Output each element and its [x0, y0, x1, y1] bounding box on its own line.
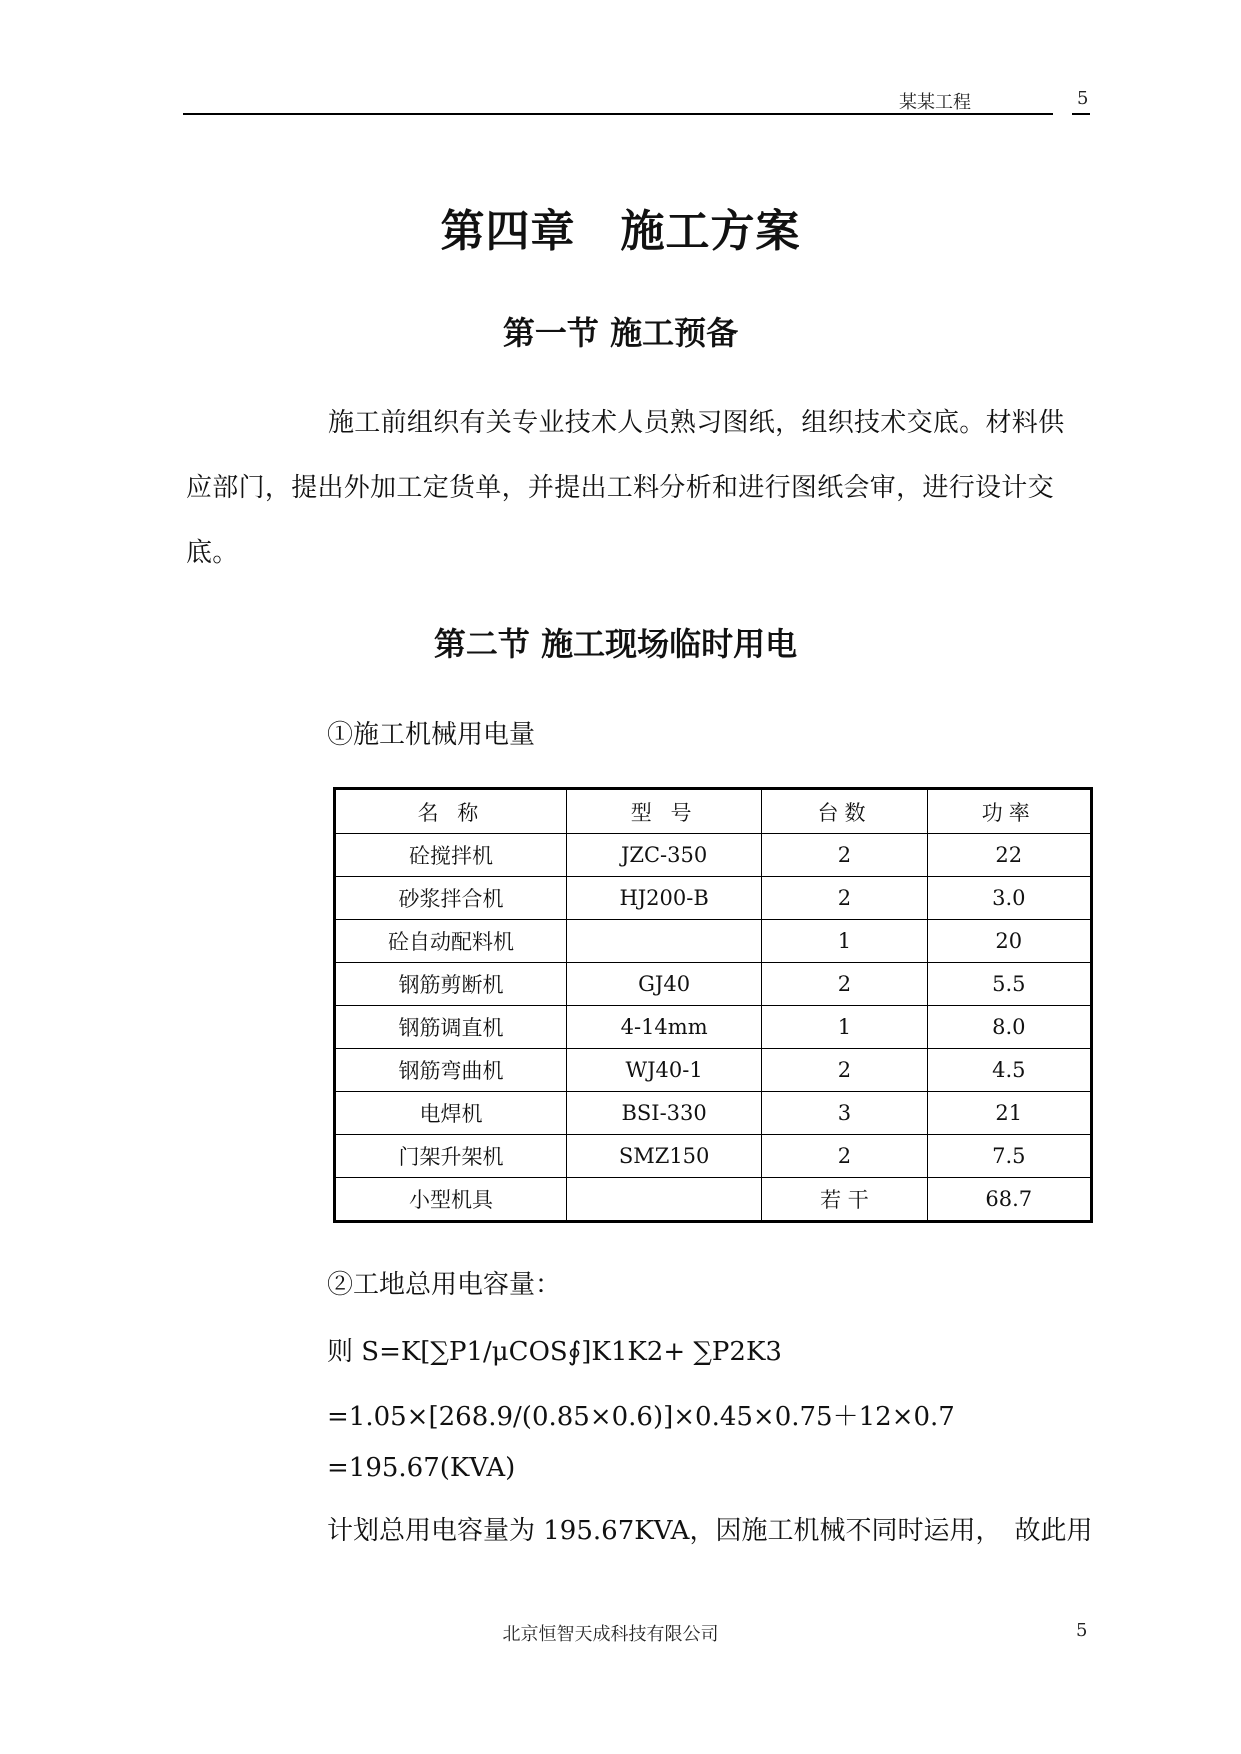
cell-model: SMZ150 [566, 1135, 761, 1178]
header-page-number: 5 [1077, 88, 1089, 109]
cell-power: 3.0 [927, 877, 1091, 920]
formula-line-3: =195.67(KVA) [327, 1453, 516, 1483]
cell-count: 2 [762, 834, 927, 877]
table-row [335, 1092, 1092, 1135]
cell-model [566, 920, 761, 963]
cell-power: 8.0 [927, 1006, 1091, 1049]
cell-power: 68.7 [927, 1178, 1091, 1222]
header-rule-right [1072, 113, 1090, 115]
cell-name: 电焊机 [335, 1092, 567, 1135]
header-rule [183, 113, 1053, 115]
header-title: 某某工程 [899, 92, 971, 113]
cell-model: 4-14mm [566, 1006, 761, 1049]
cell-model: BSI-330 [566, 1092, 761, 1135]
table-row [335, 1006, 1092, 1049]
section1-paragraph: 施工前组织有关专业技术人员熟习图纸，组织技术交底。材料供应部门，提出外加工定货单，并提出工料分析和进行图纸会审，进行设计交底。 [186, 408, 1065, 568]
cell-name: 砼搅拌机 [335, 834, 567, 877]
section1-title: 第一节 施工预备 [502, 314, 739, 352]
cell-power: 7.5 [927, 1135, 1091, 1178]
cell-name: 钢筋弯曲机 [335, 1049, 567, 1092]
table-row [335, 1178, 1092, 1222]
cell-power: 4.5 [927, 1049, 1091, 1092]
cell-model: GJ40 [566, 963, 761, 1006]
cell-count: 2 [762, 1049, 927, 1092]
table-row [335, 920, 1092, 963]
cell-name: 小型机具 [335, 1178, 567, 1222]
cell-power: 21 [927, 1092, 1091, 1135]
cell-name: 砼自动配料机 [335, 920, 567, 963]
cell-count: 1 [762, 1006, 927, 1049]
formula-line-1: 则 S=K[∑P1/μCOS∮]K1K2+ ∑P2K3 [327, 1337, 782, 1367]
cell-count: 3 [762, 1092, 927, 1135]
cell-name: 砂浆拌合机 [335, 877, 567, 920]
section2-title: 第二节 施工现场临时用电 [433, 625, 798, 663]
table-header-row [335, 789, 1092, 834]
item1-heading: ①施工机械用电量 [327, 720, 536, 750]
cell-count: 2 [762, 877, 927, 920]
footer-company: 北京恒智天成科技有限公司 [502, 1624, 719, 1645]
cell-name: 门架升架机 [335, 1135, 567, 1178]
header-name: 名 称 [335, 789, 567, 834]
cell-count: 1 [762, 920, 927, 963]
cell-power: 20 [927, 920, 1091, 963]
cell-count: 2 [762, 1135, 927, 1178]
header-model: 型 号 [566, 789, 761, 834]
footer-page-number: 5 [1076, 1620, 1088, 1641]
table-row [335, 1135, 1092, 1178]
table-row [335, 963, 1092, 1006]
cell-model [566, 1178, 761, 1222]
cell-power: 5.5 [927, 963, 1091, 1006]
equipment-power-table [333, 787, 1093, 1223]
cell-count: 若 干 [762, 1178, 927, 1222]
cell-model: WJ40-1 [566, 1049, 761, 1092]
cell-model: JZC-350 [566, 834, 761, 877]
header-count: 台数 [762, 789, 927, 834]
header-power: 功率 [927, 789, 1091, 834]
plan-capacity-text: 计划总用电容量为 195.67KVA，因施工机械不同时运用， 故此用 [327, 1516, 1093, 1546]
cell-model: HJ200-B [566, 877, 761, 920]
chapter-title: 第四章 施工方案 [440, 206, 801, 257]
table-row [335, 877, 1092, 920]
cell-name: 钢筋剪断机 [335, 963, 567, 1006]
cell-name: 钢筋调直机 [335, 1006, 567, 1049]
cell-count: 2 [762, 963, 927, 1006]
table-row [335, 834, 1092, 877]
cell-power: 22 [927, 834, 1091, 877]
formula-line-2: =1.05×[268.9/(0.85×0.6)]×0.45×0.75＋12×0.7 [327, 1402, 955, 1432]
table-row [335, 1049, 1092, 1092]
item2-heading: ②工地总用电容量： [327, 1270, 562, 1300]
